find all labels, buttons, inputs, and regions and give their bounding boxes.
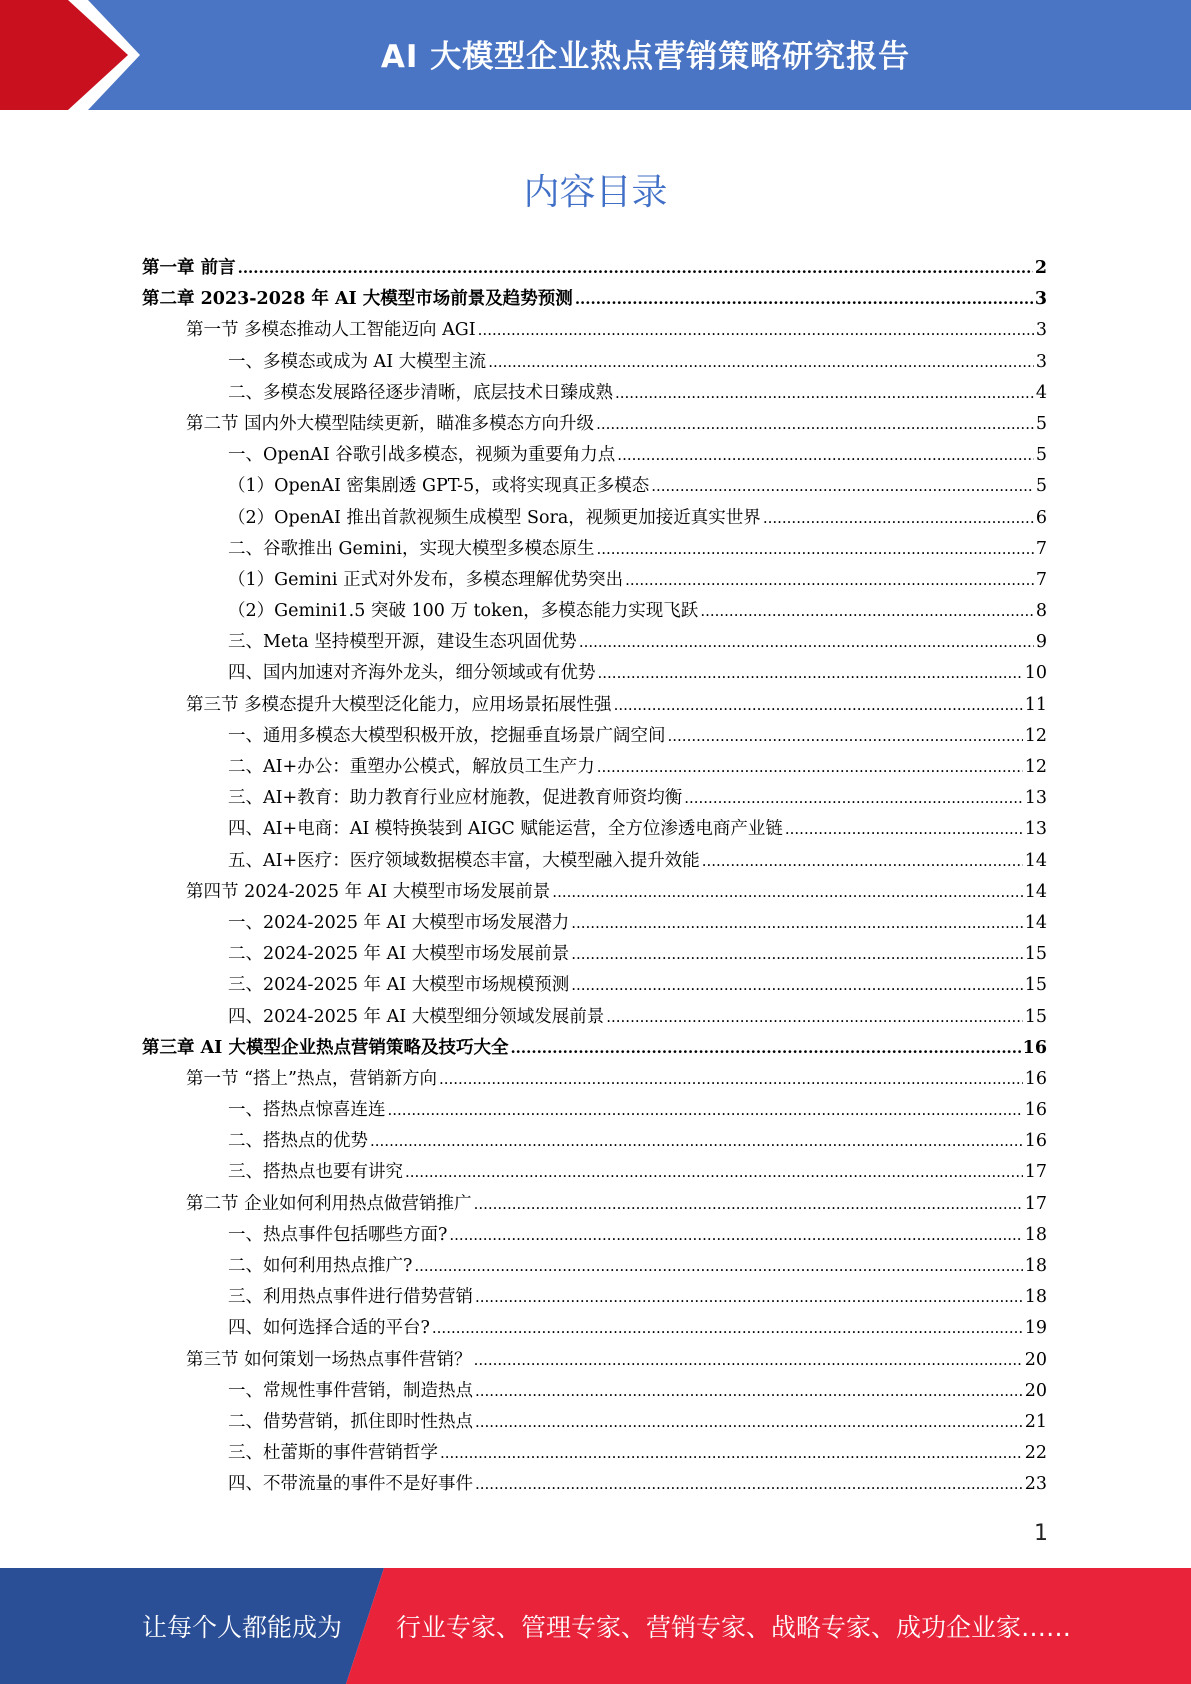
toc-entry[interactable] — [142, 721, 1047, 752]
toc-dot-leader — [439, 1064, 1023, 1095]
footer-slogan-right: 行业专家、管理专家、营销专家、战略专家、成功企业家…… — [396, 1613, 1072, 1642]
toc-entry-title: 四、国内加速对齐海外龙头，细分领域或有优势 — [228, 663, 596, 684]
toc-entry-title: 四、AI+电商：AI 模特换装到 AIGC 赋能运营，全方位渗透电商产业链 — [228, 819, 783, 840]
toc-entry[interactable] — [142, 1220, 1047, 1251]
toc-entry-page: 11 — [1024, 694, 1047, 715]
toc-dot-leader — [785, 814, 1023, 845]
toc-entry-page: 18 — [1024, 1224, 1047, 1245]
toc-entry[interactable] — [142, 284, 1047, 315]
toc-entry-page: 12 — [1024, 757, 1047, 777]
toc-dot-leader — [668, 721, 1023, 752]
toc-entry[interactable] — [142, 471, 1047, 502]
toc-entry-title: 二、多模态发展路径逐步清晰，底层技术日臻成熟 — [228, 382, 613, 403]
toc-dot-leader — [488, 347, 1034, 378]
toc-entry-title: 一、通用多模态大模型积极开放，挖掘垂直场景广阔空间 — [228, 725, 666, 746]
toc-heading: 内容目录 — [523, 172, 668, 213]
toc-entry[interactable] — [142, 690, 1047, 721]
toc-entry-page: 14 — [1024, 850, 1047, 871]
toc-entry-page: 22 — [1024, 1443, 1047, 1464]
toc-dot-leader — [478, 315, 1034, 346]
toc-entry-title: 二、搭热点的优势 — [228, 1131, 368, 1152]
toc-entry-page: 3 — [1035, 320, 1047, 341]
toc-dot-leader — [596, 409, 1034, 440]
toc-dot-leader — [614, 690, 1023, 721]
toc-dot-leader — [238, 253, 1033, 284]
toc-dot-leader — [598, 658, 1023, 689]
toc-entry[interactable] — [142, 253, 1047, 284]
toc-entry[interactable] — [142, 783, 1047, 814]
toc-entry-page: 15 — [1024, 944, 1047, 965]
toc-entry-title: 二、2024-2025 年 AI 大模型市场发展前景 — [228, 944, 570, 965]
toc-dot-leader — [702, 846, 1023, 877]
toc-entry-page: 23 — [1024, 1474, 1047, 1495]
footer-banner — [0, 1568, 1191, 1684]
toc-entry[interactable] — [142, 1313, 1047, 1344]
toc-entry-page: 5 — [1035, 445, 1047, 466]
toc-entry[interactable] — [142, 596, 1047, 627]
toc-entry[interactable] — [142, 503, 1047, 534]
table-of-contents — [142, 253, 1047, 1501]
toc-entry-title: 四、如何选择合适的平台? — [228, 1318, 430, 1339]
toc-dot-leader — [432, 1313, 1023, 1344]
toc-entry-page: 3 — [1034, 289, 1047, 310]
toc-entry-page: 7 — [1035, 569, 1047, 590]
toc-entry[interactable] — [142, 440, 1047, 471]
toc-entry[interactable] — [142, 1095, 1047, 1126]
toc-dot-leader — [571, 970, 1022, 1001]
toc-entry-title: 三、2024-2025 年 AI 大模型市场规模预测 — [228, 975, 570, 996]
toc-entry-title: 一、OpenAI 谷歌引战多模态，视频为重要角力点 — [228, 445, 616, 466]
toc-dot-leader — [474, 1345, 1023, 1376]
toc-entry[interactable] — [142, 877, 1047, 908]
toc-entry[interactable] — [142, 1376, 1047, 1407]
toc-entry-page: 13 — [1024, 788, 1047, 809]
toc-entry-page: 4 — [1035, 382, 1047, 403]
toc-entry-page: 20 — [1024, 1380, 1047, 1401]
toc-dot-leader — [579, 627, 1034, 658]
toc-entry-title: 第二章 2023-2028 年 AI 大模型市场前景及趋势预测 — [142, 289, 573, 310]
toc-entry-title: 第一节 “搭上”热点，营销新方向 — [186, 1068, 437, 1089]
toc-entry-page: 16 — [1024, 1068, 1047, 1089]
toc-entry[interactable] — [142, 752, 1047, 783]
toc-entry-page: 15 — [1024, 1006, 1047, 1027]
toc-dot-leader — [405, 1157, 1023, 1188]
toc-entry-page: 18 — [1024, 1256, 1047, 1276]
toc-entry[interactable] — [142, 378, 1047, 409]
toc-entry-title: 第一节 多模态推动人工智能迈向 AGI — [186, 320, 476, 341]
toc-entry[interactable] — [142, 970, 1047, 1001]
toc-entry[interactable] — [142, 1251, 1047, 1282]
toc-entry-title: 一、2024-2025 年 AI 大模型市场发展潜力 — [228, 912, 570, 933]
toc-entry-page: 16 — [1024, 1131, 1047, 1152]
chevron-arrow-icon — [0, 0, 160, 110]
toc-entry-page: 2 — [1034, 258, 1047, 278]
toc-entry-page: 14 — [1024, 912, 1047, 933]
toc-entry-page: 16 — [1024, 1100, 1047, 1121]
toc-entry[interactable] — [142, 1157, 1047, 1188]
toc-entry-title: 四、不带流量的事件不是好事件 — [228, 1474, 473, 1495]
toc-entry-title: 第二节 国内外大模型陆续更新，瞄准多模态方向升级 — [186, 413, 595, 434]
toc-dot-leader — [388, 1095, 1023, 1126]
toc-dot-leader — [370, 1126, 1023, 1157]
toc-dot-leader — [552, 877, 1022, 908]
toc-dot-leader — [440, 1438, 1023, 1469]
report-title: AI 大模型企业热点营销策略研究报告 — [380, 38, 911, 75]
toc-dot-leader — [475, 1469, 1023, 1500]
toc-dot-leader — [615, 378, 1034, 409]
toc-entry-title: 一、常规性事件营销，制造热点 — [228, 1380, 473, 1401]
footer-slogan-left: 让每个人都能成为 — [142, 1613, 343, 1642]
toc-entry-page: 18 — [1024, 1287, 1047, 1308]
toc-entry-page: 5 — [1035, 413, 1047, 434]
toc-entry[interactable] — [142, 1469, 1047, 1500]
toc-entry-title: 四、2024-2025 年 AI 大模型细分领域发展前景 — [228, 1006, 605, 1027]
page-number: 1 — [1034, 1521, 1048, 1546]
toc-entry-title: （1）OpenAI 密集剧透 GPT-5，或将实现真正多模态 — [228, 476, 650, 497]
toc-dot-leader — [575, 284, 1033, 315]
toc-dot-leader — [474, 1189, 1023, 1220]
toc-entry-page: 19 — [1024, 1318, 1047, 1339]
toc-entry-page: 10 — [1024, 663, 1047, 684]
toc-entry[interactable] — [142, 534, 1047, 565]
toc-dot-leader — [651, 471, 1034, 502]
toc-entry-page: 13 — [1024, 819, 1047, 840]
toc-entry-page: 6 — [1035, 507, 1047, 528]
toc-dot-leader — [571, 908, 1022, 939]
toc-entry-title: 第三节 如何策划一场热点事件营销？ — [186, 1349, 472, 1370]
toc-entry[interactable] — [142, 908, 1047, 939]
toc-entry-page: 3 — [1035, 351, 1047, 372]
toc-dot-leader — [596, 534, 1033, 565]
toc-entry-title: 二、谷歌推出 Gemini，实现大模型多模态原生 — [228, 538, 595, 559]
toc-entry-page: 14 — [1024, 881, 1047, 902]
toc-entry[interactable] — [142, 409, 1047, 440]
toc-entry-title: 三、利用热点事件进行借势营销 — [228, 1287, 473, 1308]
toc-entry[interactable] — [142, 1438, 1047, 1469]
toc-dot-leader — [606, 1002, 1022, 1033]
toc-entry-title: （2）OpenAI 推出首款视频生成模型 Sora，视频更加接近真实世界 — [228, 507, 761, 528]
toc-dot-leader — [475, 1282, 1023, 1313]
toc-entry-title: 一、热点事件包括哪些方面? — [228, 1224, 448, 1245]
toc-entry-page: 12 — [1024, 725, 1047, 746]
toc-entry-title: 一、多模态或成为 AI 大模型主流 — [228, 351, 487, 372]
toc-entry-title: （1）Gemini 正式对外发布，多模态理解优势突出 — [228, 569, 624, 590]
toc-entry[interactable] — [142, 315, 1047, 346]
toc-dot-leader — [625, 565, 1034, 596]
toc-entry[interactable] — [142, 1126, 1047, 1157]
toc-entry-title: 一、搭热点惊喜连连 — [228, 1100, 386, 1121]
toc-entry-title: 三、搭热点也要有讲究 — [228, 1162, 403, 1183]
toc-entry-page: 9 — [1035, 632, 1047, 653]
toc-dot-leader — [449, 1220, 1022, 1251]
toc-entry-title: 二、如何利用热点推广? — [228, 1256, 413, 1276]
toc-entry[interactable] — [142, 658, 1047, 689]
toc-dot-leader — [414, 1251, 1022, 1282]
toc-dot-leader — [510, 1033, 1020, 1064]
toc-entry-title: 第一章 前言 — [142, 258, 236, 278]
toc-entry[interactable] — [142, 939, 1047, 970]
toc-entry-page: 15 — [1024, 975, 1047, 996]
toc-entry[interactable] — [142, 1345, 1047, 1376]
toc-entry[interactable] — [142, 1407, 1047, 1438]
toc-entry[interactable] — [142, 1282, 1047, 1313]
toc-dot-leader — [684, 783, 1023, 814]
toc-entry[interactable] — [142, 347, 1047, 378]
toc-entry-title: 二、AI+办公：重塑办公模式，解放员工生产力 — [228, 757, 595, 777]
toc-entry[interactable] — [142, 1002, 1047, 1033]
toc-entry-page: 5 — [1035, 476, 1047, 497]
toc-entry-title: （2）Gemini1.5 突破 100 万 token，多模态能力实现飞跃 — [228, 601, 699, 622]
toc-dot-leader — [700, 596, 1034, 627]
toc-dot-leader — [475, 1407, 1023, 1438]
toc-entry[interactable] — [142, 1064, 1047, 1095]
toc-entry-title: 三、Meta 坚持模型开源，建设生态巩固优势 — [228, 632, 577, 653]
toc-entry[interactable] — [142, 1033, 1047, 1064]
toc-entry-title: 五、AI+医疗：医疗领域数据模态丰富，大模型融入提升效能 — [228, 850, 700, 871]
toc-entry[interactable] — [142, 627, 1047, 658]
toc-entry-title: 第二节 企业如何利用热点做营销推广 — [186, 1193, 472, 1214]
toc-entry-page: 20 — [1024, 1349, 1047, 1370]
toc-dot-leader — [617, 440, 1034, 471]
toc-entry-title: 第三章 AI 大模型企业热点营销策略及技巧大全 — [142, 1037, 509, 1058]
toc-entry[interactable] — [142, 1189, 1047, 1220]
toc-entry-page: 17 — [1024, 1162, 1047, 1183]
toc-dot-leader — [475, 1376, 1023, 1407]
toc-dot-leader — [571, 939, 1022, 970]
toc-entry-title: 二、借势营销，抓住即时性热点 — [228, 1411, 473, 1432]
toc-entry[interactable] — [142, 814, 1047, 845]
header-band — [0, 0, 1191, 110]
toc-entry-page: 8 — [1035, 601, 1047, 622]
toc-entry-page: 16 — [1022, 1037, 1047, 1058]
toc-entry-title: 第三节 多模态提升大模型泛化能力，应用场景拓展性强 — [186, 694, 612, 715]
toc-entry-page: 7 — [1035, 538, 1047, 559]
toc-entry[interactable] — [142, 565, 1047, 596]
toc-entry-page: 21 — [1024, 1411, 1047, 1432]
toc-entry-page: 17 — [1024, 1193, 1047, 1214]
toc-entry-title: 第四节 2024-2025 年 AI 大模型市场发展前景 — [186, 881, 551, 902]
toc-entry[interactable] — [142, 846, 1047, 877]
toc-entry-title: 三、杜蕾斯的事件营销哲学 — [228, 1443, 438, 1464]
toc-dot-leader — [763, 503, 1034, 534]
toc-dot-leader — [597, 752, 1023, 783]
toc-entry-title: 三、AI+教育：助力教育行业应材施教，促进教育师资均衡 — [228, 788, 683, 809]
